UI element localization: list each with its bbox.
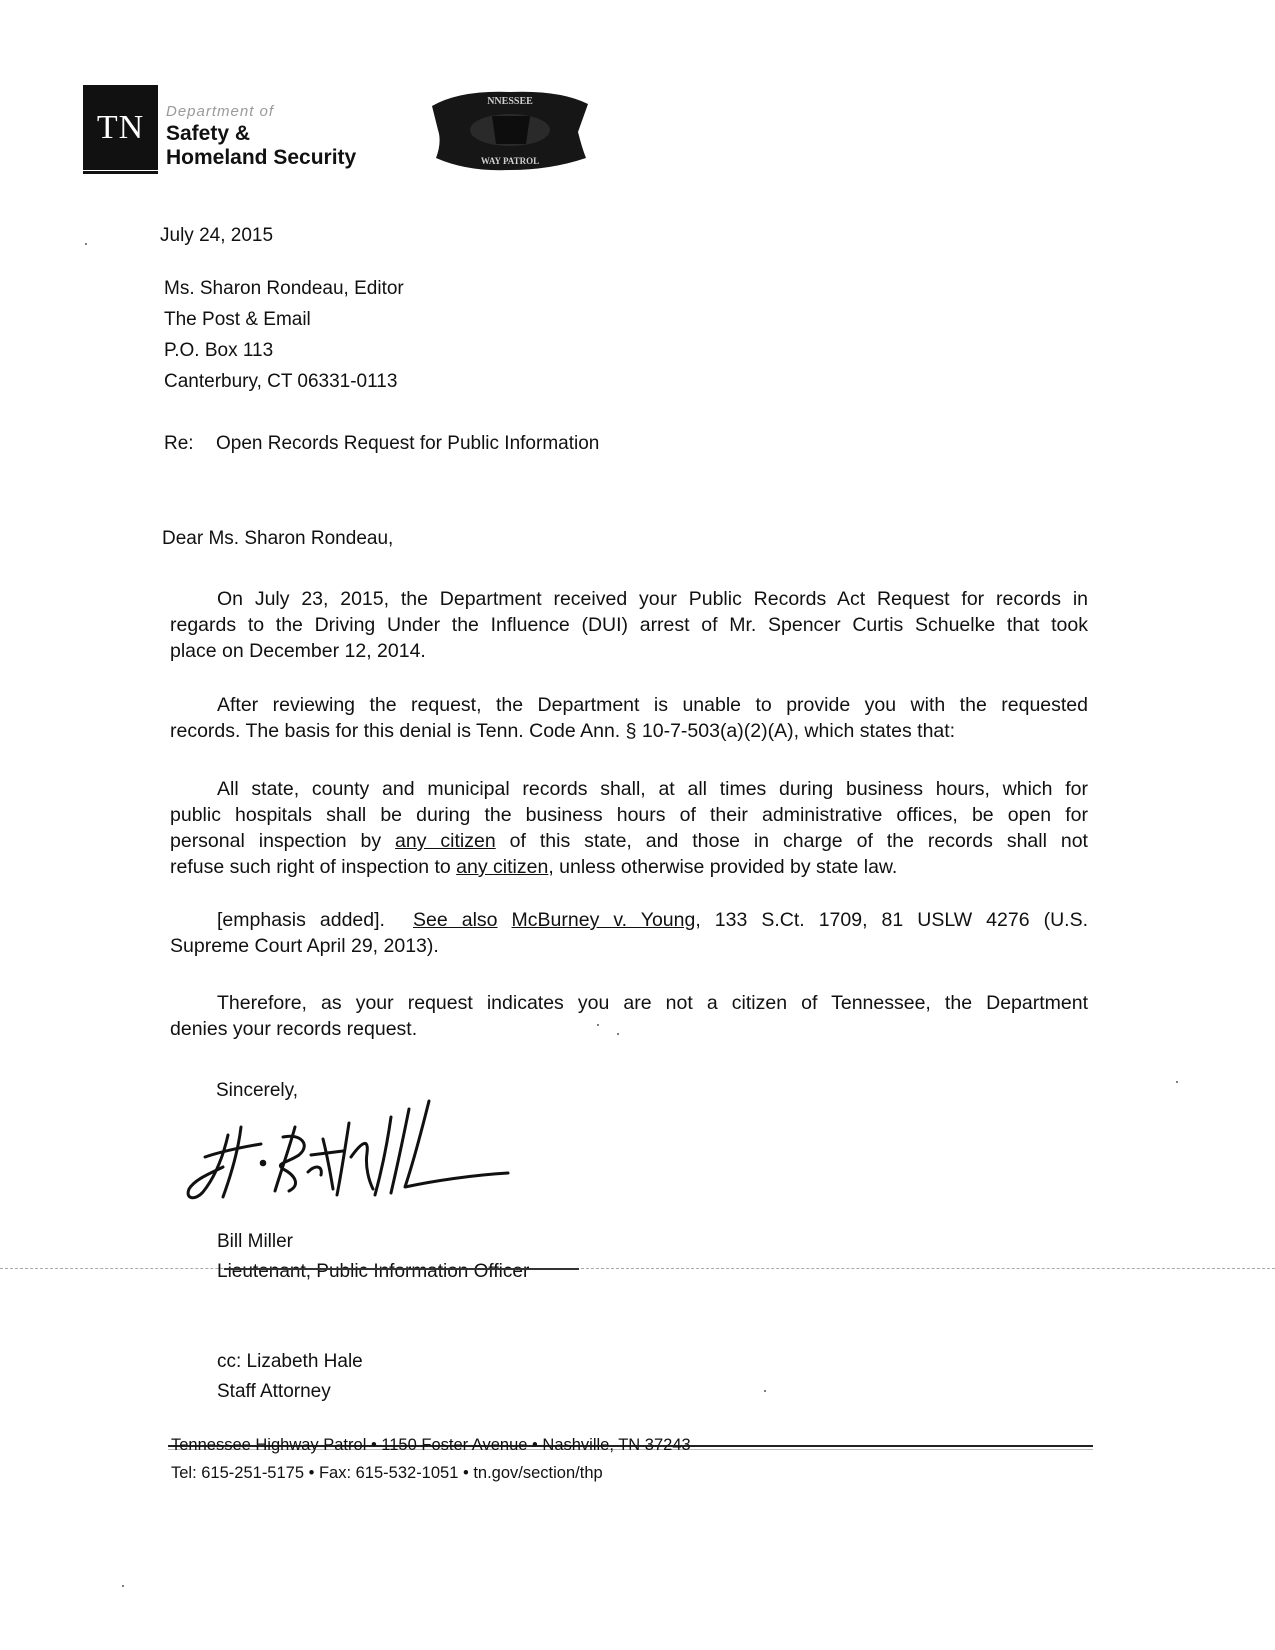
paragraph: [170, 907, 1088, 959]
cc-line: cc: Lizabeth Hale: [217, 1351, 363, 1372]
logo-rule: [83, 165, 158, 168]
signer-title: Lieutenant, Public Information Officer: [217, 1261, 530, 1282]
salutation: Dear Ms. Sharon Rondeau,: [162, 528, 394, 549]
paragraph-line: [emphasis added]. See also McBurney v. Young, 133 S.Ct. 1709, 81 USLW 4276 (U.S.: [217, 909, 1088, 931]
emphasis-any-citizen: any citizen: [456, 856, 549, 878]
paragraph-line: All state, county and municipal records shall, at all times during business hours, which for: [217, 778, 1088, 800]
quoted-statute: [170, 776, 1088, 880]
recipient-line: Canterbury, CT 06331-0113: [164, 371, 398, 392]
scan-speck: [597, 1024, 599, 1026]
recipient-line: Ms. Sharon Rondeau, Editor: [164, 278, 404, 299]
paragraph: [170, 990, 1088, 1042]
cc-line: Staff Attorney: [217, 1381, 331, 1402]
paragraph-line: On July 23, 2015, the Department received your Public Records Act Request for records in: [217, 588, 1088, 610]
paragraph-line: refuse such right of inspection to any citizen, unless otherwise provided by state law.: [170, 856, 898, 878]
re-subject: Open Records Request for Public Information: [216, 433, 600, 454]
signature: [183, 1097, 518, 1207]
scan-speck: [1176, 1081, 1178, 1083]
scan-speck: [122, 1585, 124, 1587]
paragraph: [170, 692, 1088, 744]
paragraph-line: After reviewing the request, the Department is unable to provide you with the requested: [217, 694, 1088, 716]
paragraph-line: records. The basis for this denial is Tenn. Code Ann. § 10-7-503(a)(2)(A), which states that:: [170, 720, 956, 742]
see-also-citation: See also: [413, 909, 498, 931]
dept-name-line1: Department of: [166, 103, 275, 120]
tn-logo-text: TN: [96, 108, 145, 146]
closing: Sincerely,: [216, 1080, 299, 1101]
recipient-line: P.O. Box 113: [164, 340, 274, 361]
letter-date: July 24, 2015: [160, 225, 274, 246]
footer-contact: Tel: 615-251-5175 • Fax: 615-532-1051 • tn.gov/section/thp: [171, 1464, 603, 1482]
re-label: Re:: [164, 433, 194, 454]
paragraph-line: regards to the Driving Under the Influence (DUI) arrest of Mr. Spencer Curtis Schuelke that took: [170, 614, 1088, 636]
dept-name-line3: Homeland Security: [166, 146, 357, 169]
footer-address: Tennessee Highway Patrol • 1150 Foster Avenue • Nashville, TN 37243: [171, 1436, 691, 1454]
paragraph-line: denies your records request.: [170, 1018, 418, 1040]
scan-artifact-line: [0, 1268, 1275, 1269]
scan-artifact-strike: [224, 1268, 579, 1270]
paragraph-line: public hospitals shall be during the business hours of their administrative offices, be open for: [170, 804, 1088, 826]
paragraph-line: personal inspection by any citizen of this state, and those in charge of the records shall not: [170, 830, 1088, 852]
signer-name: Bill Miller: [217, 1231, 293, 1252]
scan-speck: [764, 1390, 766, 1392]
scan-speck: [617, 1033, 619, 1035]
case-citation: McBurney v. Young: [511, 909, 696, 931]
paragraph: [170, 586, 1088, 664]
paragraph-line: Supreme Court April 29, 2013).: [170, 935, 439, 957]
paragraph-line: place on December 12, 2014.: [170, 640, 426, 662]
highway-patrol-badge-icon: [430, 86, 590, 174]
scan-speck: [85, 243, 87, 245]
dept-name-line2: Safety &: [166, 122, 251, 145]
emphasis-any-citizen: any citizen: [395, 830, 496, 852]
paragraph-line: Therefore, as your request indicates you are not a citizen of Tennessee, the Department: [217, 992, 1088, 1014]
logo-rule: [83, 171, 158, 174]
tn-logo: [83, 85, 158, 170]
svg-text:NNESSEE: NNESSEE: [487, 96, 533, 107]
svg-text:WAY PATROL: WAY PATROL: [480, 156, 540, 166]
recipient-line: The Post & Email: [164, 309, 311, 330]
